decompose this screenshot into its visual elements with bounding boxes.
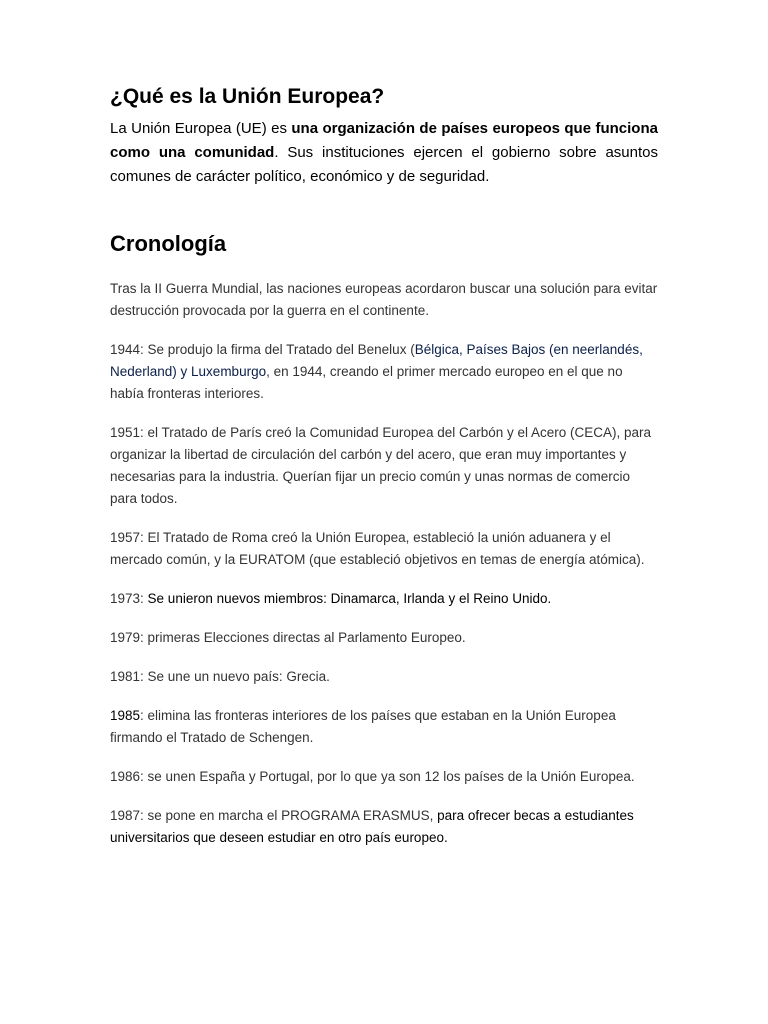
paragraph-1985 — [110, 705, 658, 749]
paragraph-1973 — [110, 588, 658, 610]
paragraph-1985-text: : elimina las fronteras interiores de los países que estaban en la Unión Europea firmando el Tratado de Schengen. — [110, 707, 616, 745]
page-title: ¿Qué es la Unión Europea? — [110, 85, 385, 108]
section-title: Cronología — [110, 231, 227, 257]
paragraph-1987-text-b: para ofrecer becas a estudiantes universitarios que deseen estudiar en otro país europeo. — [110, 807, 634, 845]
paragraph-1987-text-a: 1987: se pone en marcha el PROGRAMA ERASMUS, — [110, 807, 438, 823]
document-content — [110, 84, 658, 866]
paragraph-1973-text: Se unieron nuevos miembros: Dinamarca, Irlanda y el Reino Unido. — [147, 590, 552, 606]
paragraph-1944-text-a: 1944: Se produjo la firma del Tratado del Benelux ( — [110, 341, 415, 357]
paragraph-1944-countries: Bélgica, Países Bajos (en neerlandés, Nederland) y Luxemburgo — [110, 341, 643, 379]
intro-prefix: La Unión Europea (UE) es — [110, 120, 292, 138]
paragraph-1986: 1986: se unen España y Portugal, por lo que ya son 12 los países de la Unión Europea. — [110, 768, 635, 784]
intro-suffix: . Sus instituciones ejercen el gobierno sobre asuntos comunes de carácter político, económico y de seguridad. — [110, 144, 659, 186]
paragraph-1957: 1957: El Tratado de Roma creó la Unión Europea, estableció la unión aduanera y el mercado común, y la EURATOM (que estableció objetivos en temas de energía atómica). — [110, 529, 645, 567]
paragraph-1981: 1981: Se une un nuevo país: Grecia. — [110, 668, 330, 684]
intro-paragraph — [110, 117, 658, 189]
paragraph-1985-year: 1985 — [110, 707, 141, 723]
paragraph-1951: 1951: el Tratado de París creó la Comunidad Europea del Carbón y el Acero (CECA), para organizar la libertad de circulación del carbón y del acero, que eran muy importantes y necesarias para la industria. Querían fijar un precio común y unas normas de comercio para todos. — [110, 424, 652, 506]
intro-bold: una organización de países europeos que funciona como una comunidad — [110, 120, 658, 162]
paragraph-1973-year: 1973: — [110, 590, 148, 606]
paragraph-1979: 1979: primeras Elecciones directas al Parlamento Europeo. — [110, 629, 466, 645]
paragraph-1944 — [110, 339, 658, 405]
paragraph-intro-cronologia: Tras la II Guerra Mundial, las naciones europeas acordaron buscar una solución para evitar destrucción provocada por la guerra en el continente. — [110, 280, 658, 318]
paragraph-1944-text-c: , en 1944, creando el primer mercado europeo en el que no había fronteras interiores. — [110, 363, 623, 401]
paragraph-1987 — [110, 805, 658, 849]
